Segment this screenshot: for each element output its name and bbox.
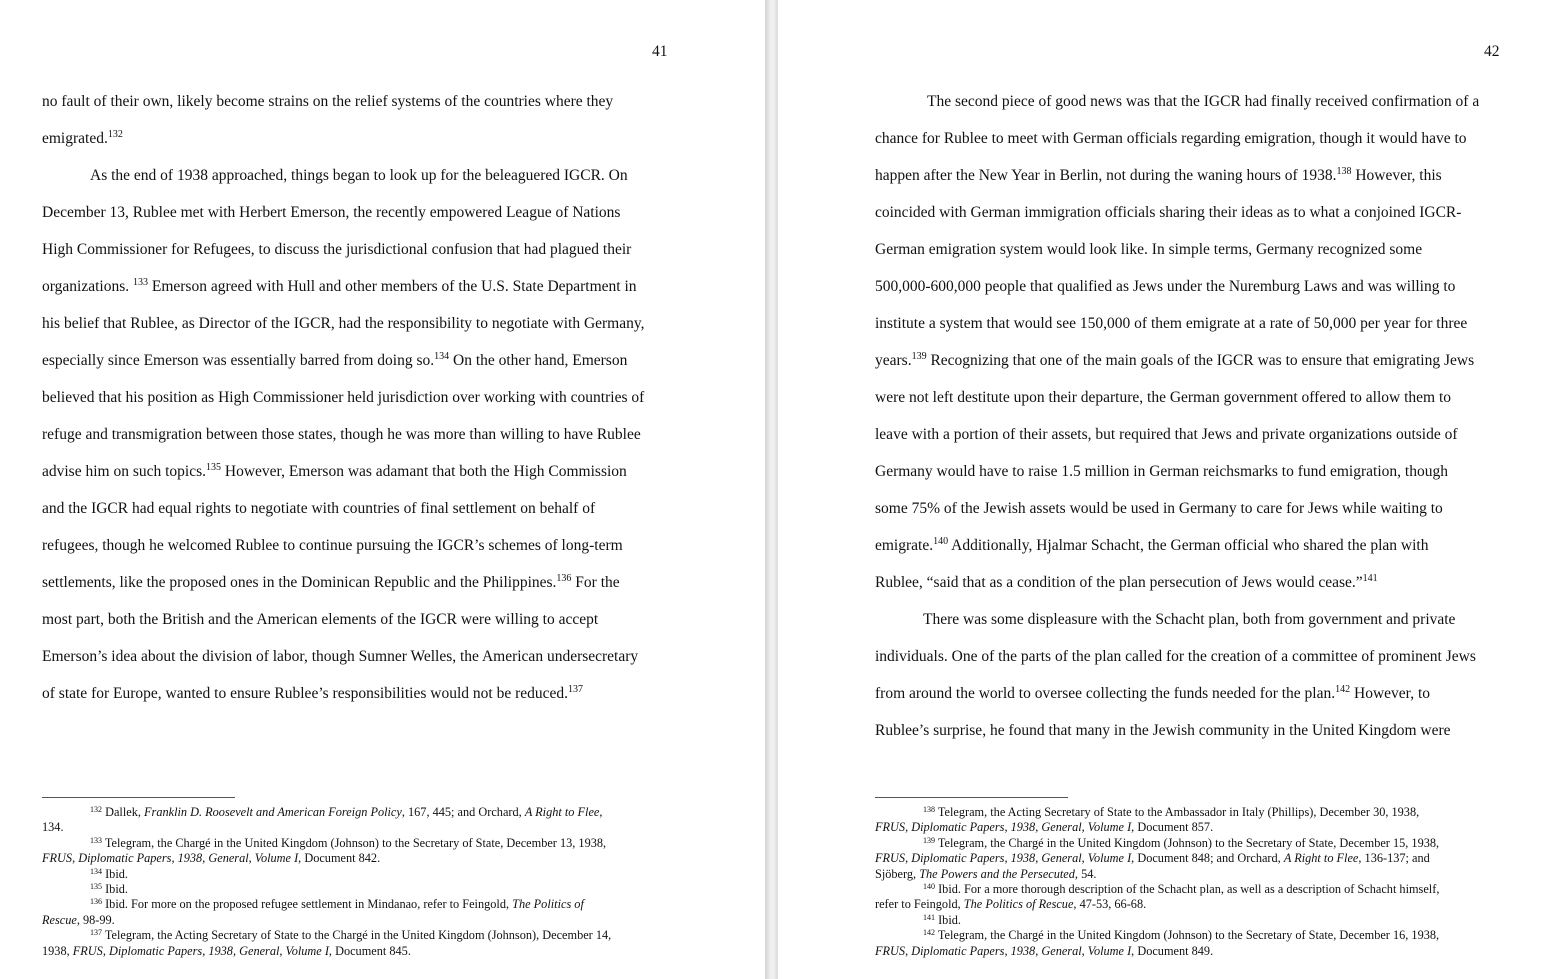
footnote: $^{136}$ Ibid. For more on the proposed refugee settlement in Mindanao, refer to Feingold, The Politics of: [90, 897, 584, 912]
footnote-number: 133: [90, 835, 102, 845]
body-line: especially since Emerson was essentially barred from doing so.$^{134}$ On the other hand, Emerson: [42, 351, 628, 369]
footnotes: [875, 805, 1505, 959]
footnote: $^{135}$ Ibid.: [90, 881, 128, 896]
footnote-reference: 142: [1335, 684, 1351, 695]
footnote-reference: 133: [132, 277, 148, 288]
body-line: most part, both the British and the American elements of the IGCR were willing to accept: [42, 611, 599, 628]
body-line: Rublee, “said that as a condition of the plan persecution of Jews would cease.”$^{141}$: [875, 573, 1378, 591]
footnote: $^{137}$ Telegram, the Acting Secretary of State to the Chargé in the United Kingdom (Johnson), December 14,: [90, 928, 612, 943]
body-line: no fault of their own, likely become strains on the relief systems of the countries where they: [42, 93, 614, 110]
body-line: The second piece of good news was that the IGCR had finally received confirmation of a: [927, 93, 1480, 110]
body-line: some 75% of the Jewish assets would be used in Germany to care for Jews while waiting to: [875, 500, 1443, 517]
body-line: his belief that Rublee, as Director of the IGCR, had the responsibility to negotiate with Germany,: [42, 315, 645, 332]
body-line: chance for Rublee to meet with German officials regarding emigration, though it would have to: [875, 130, 1467, 147]
footnote-reference: 138: [1336, 166, 1352, 177]
footnote-reference: 139: [911, 351, 927, 362]
footnote-continuation: Sjöberg, The Powers and the Persecuted, 54.: [875, 866, 1097, 881]
right-page: [778, 0, 1543, 979]
footnote-continuation: 1938, FRUS, Diplomatic Papers, 1938, General, Volume I, Document 845.: [42, 943, 411, 958]
footnotes: [42, 805, 672, 959]
body-line: As the end of 1938 approached, things began to look up for the beleaguered IGCR. On: [90, 167, 628, 184]
footnote: $^{132}$ Dallek, Franklin D. Roosevelt and American Foreign Policy, 167, 445; and Orchard, A Right to Flee,: [90, 805, 603, 819]
body-line: emigrated.$^{132}$: [42, 129, 123, 147]
footnote-number: 135: [90, 881, 102, 891]
body-line: December 13, Rublee met with Herbert Emerson, the recently empowered League of Nations: [42, 204, 621, 221]
body-line: emigrate.$^{140}$ Additionally, Hjalmar Schacht, the German official who shared the plan with: [875, 536, 1429, 554]
page-number: 42: [1484, 43, 1500, 60]
footnote-continuation: FRUS, Diplomatic Papers, 1938, General, Volume I, Document 849.: [875, 943, 1214, 958]
footnote: $^{142}$ Telegram, the Chargé in the United Kingdom (Johnson) to the Secretary of State, December 16, 1938,: [923, 928, 1440, 943]
footnote-number: 142: [923, 928, 935, 938]
footnote: $^{138}$ Telegram, the Acting Secretary of State to the Ambassador in Italy (Phillips), December 30, 1938,: [923, 805, 1420, 819]
page-number: 41: [652, 43, 668, 60]
footnote-reference: 141: [1362, 573, 1378, 584]
footnote-number: 132: [90, 805, 102, 814]
footnote-continuation: FRUS, Diplomatic Papers, 1938, General, Volume I, Document 842.: [42, 851, 381, 866]
body-line: were not left destitute upon their departure, the German government offered to allow them to: [875, 389, 1452, 406]
body-line: believed that his position as High Commissioner held jurisdiction over working with countries of: [42, 389, 645, 406]
body-line: High Commissioner for Refugees, to discuss the jurisdictional confusion that had plagued their: [42, 241, 632, 258]
footnote-number: 139: [923, 835, 935, 845]
footnote-number: 137: [90, 928, 102, 938]
footnote-number: 141: [923, 912, 935, 922]
footnote-number: 136: [90, 897, 102, 907]
body-line: organizations. $^{133}$ Emerson agreed with Hull and other members of the U.S. State Department in: [42, 277, 637, 295]
footnote: $^{139}$ Telegram, the Chargé in the United Kingdom (Johnson) to the Secretary of State, December 15, 1938,: [923, 835, 1440, 850]
body-text: [42, 83, 682, 712]
body-line: advise him on such topics.$^{135}$ However, Emerson was adamant that both the High Commission: [42, 462, 627, 480]
footnote-reference: 135: [206, 462, 222, 473]
footnote-continuation: 134.: [42, 820, 64, 835]
footnote-reference: 140: [933, 536, 949, 547]
body-line: happen after the New Year in Berlin, not during the waning hours of 1938.$^{138}$ However, this: [875, 166, 1442, 184]
body-line: Emerson’s idea about the division of labor, though Sumner Welles, the American undersecretary: [42, 648, 639, 665]
body-line: coincided with German immigration officials sharing their ideas as to what a conjoined IGCR-: [875, 204, 1462, 221]
body-line: institute a system that would see 150,000 of them emigrate at a rate of 50,000 per year for three: [875, 315, 1468, 332]
body-line: and the IGCR had equal rights to negotiate with countries of final settlement on behalf of: [42, 500, 596, 517]
left-page: [0, 0, 765, 979]
body-line: from around the world to oversee collecting the funds needed for the plan.$^{142}$ However, to: [875, 684, 1430, 702]
footnote-reference: 134: [434, 351, 450, 362]
footnote-continuation: FRUS, Diplomatic Papers, 1938, General, Volume I, Document 857.: [875, 820, 1214, 835]
body-line: of state for Europe, wanted to ensure Rublee’s responsibilities would not be reduced.$^{137}$: [42, 684, 584, 702]
body-line: leave with a portion of their assets, but required that Jews and private organizations outside of: [875, 426, 1458, 443]
footnote: $^{140}$ Ibid. For a more thorough description of the Schacht plan, as well as a description of Schacht himself,: [923, 881, 1440, 896]
body-line: years.$^{139}$ Recognizing that one of the main goals of the IGCR was to ensure that emigrating Jews: [875, 351, 1475, 369]
body-line: refugees, though he welcomed Rublee to continue pursuing the IGCR’s schemes of long-term: [42, 537, 623, 554]
footnote-separator: [42, 797, 235, 798]
body-line: individuals. One of the parts of the plan called for the creation of a committee of prominent Jews: [875, 648, 1476, 665]
body-line: Rublee’s surprise, he found that many in the Jewish community in the United Kingdom were: [875, 722, 1451, 739]
body-line: 500,000-600,000 people that qualified as Jews under the Nuremburg Laws and was willing to: [875, 278, 1456, 295]
body-line: settlements, like the proposed ones in the Dominican Republic and the Philippines.$^{136}$ For the: [42, 573, 620, 591]
footnote-reference: 136: [556, 573, 572, 584]
footnote-number: 140: [923, 881, 935, 891]
footnote: $^{134}$ Ibid.: [90, 866, 128, 881]
footnote-reference: 137: [568, 684, 584, 695]
page-gutter: [765, 0, 778, 979]
body-text: [875, 83, 1515, 749]
footnote-number: 134: [90, 866, 102, 876]
footnote-continuation: refer to Feingold, The Politics of Rescue, 47-53, 66-68.: [875, 897, 1147, 912]
body-line: Germany would have to raise 1.5 million in German reichsmarks to fund emigration, though: [875, 463, 1448, 480]
footnote: $^{133}$ Telegram, the Chargé in the United Kingdom (Johnson) to the Secretary of State, December 13, 1938,: [90, 835, 607, 850]
body-line: refuge and transmigration between those states, though he was more than willing to have Rublee: [42, 426, 641, 443]
footnote: $^{141}$ Ibid.: [923, 912, 961, 927]
body-line: There was some displeasure with the Schacht plan, both from government and private: [923, 611, 1456, 628]
footnote-continuation: FRUS, Diplomatic Papers, 1938, General, Volume I, Document 848; and Orchard, A Right to Flee, 136-137; and: [875, 851, 1430, 866]
footnote-number: 138: [923, 805, 935, 814]
footnote-reference: 132: [107, 129, 123, 140]
footnote-separator: [875, 797, 1068, 798]
body-line: German emigration system would look like. In simple terms, Germany recognized some: [875, 241, 1423, 258]
footnote-continuation: Rescue, 98-99.: [42, 912, 115, 927]
